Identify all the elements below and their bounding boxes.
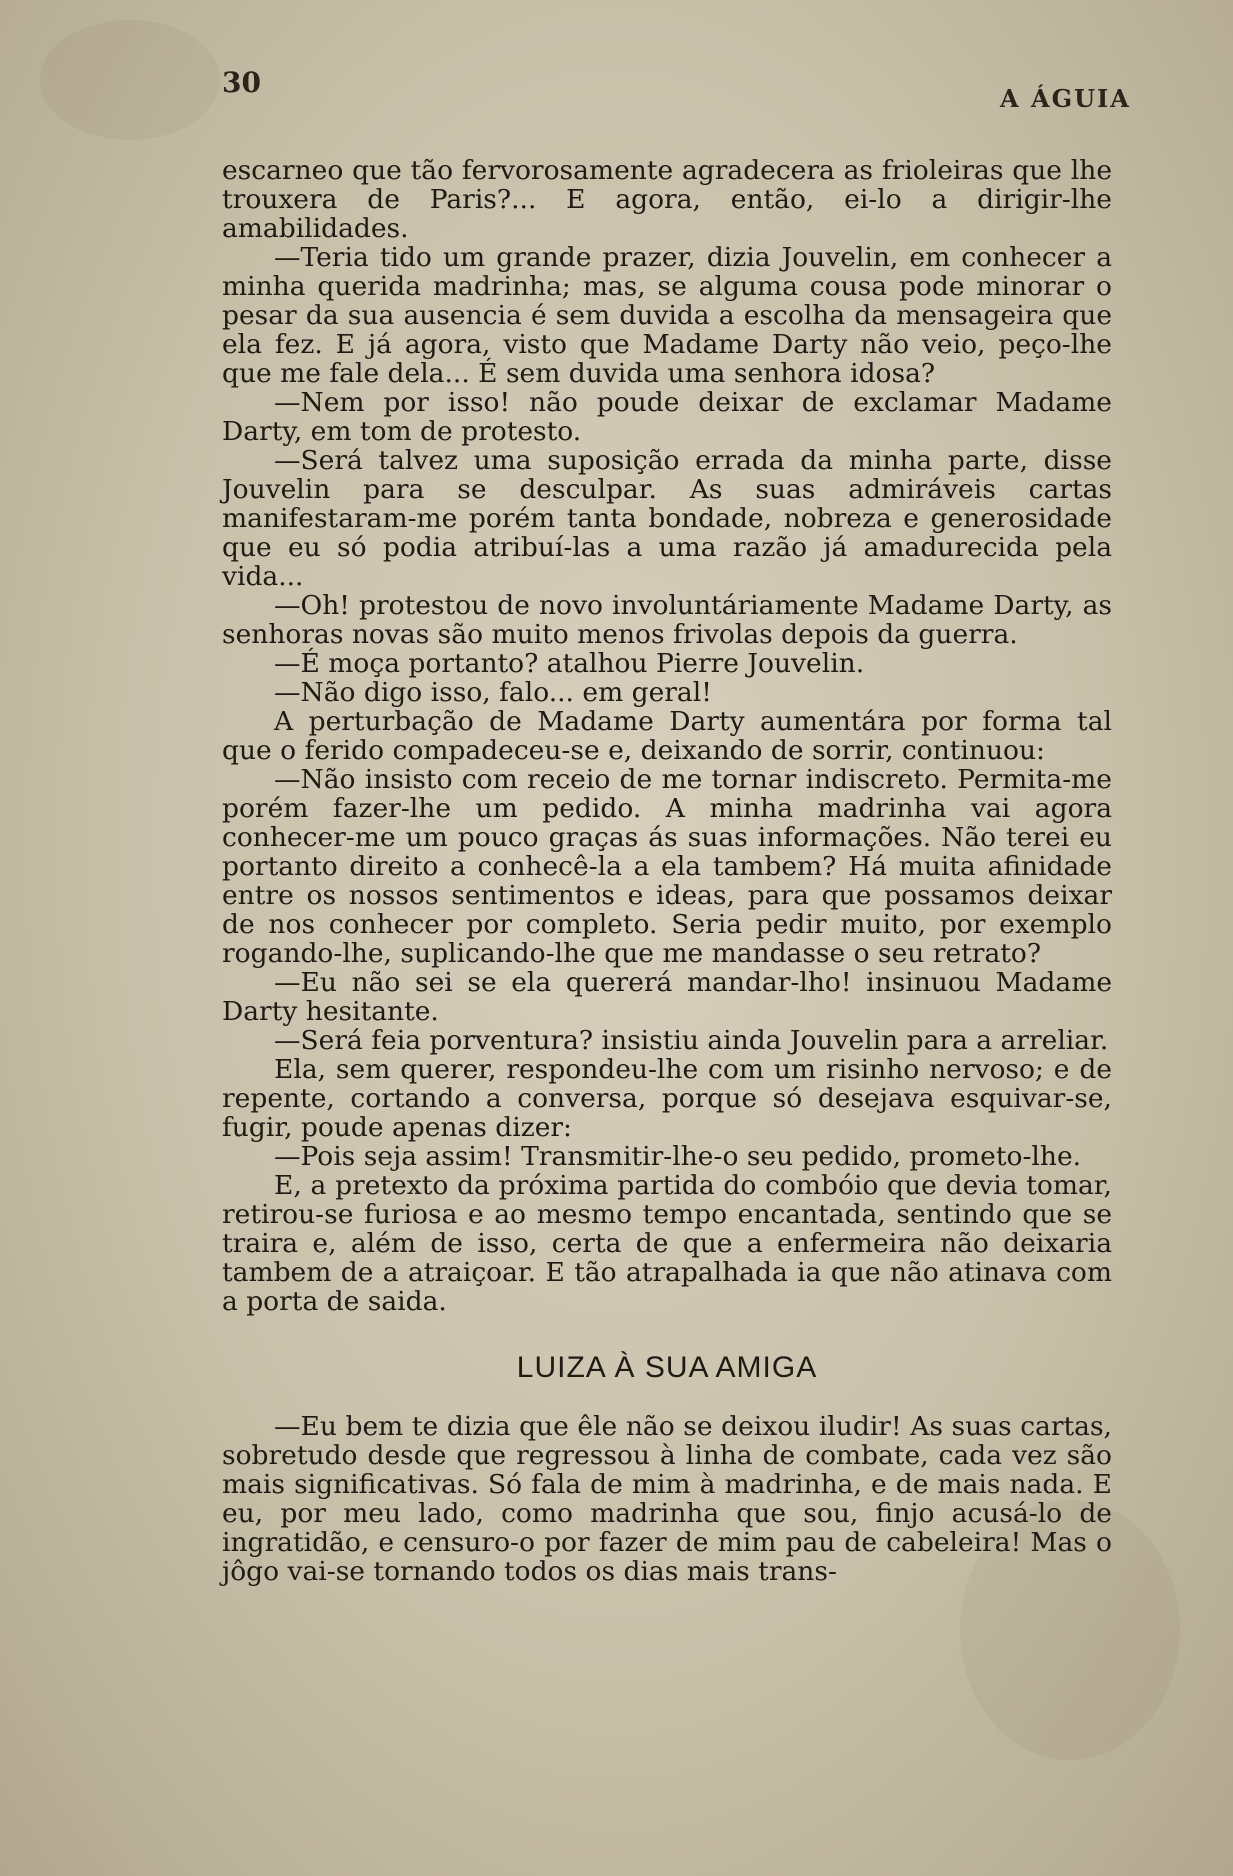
paragraph: —Nem por isso! não poude deixar de exclamar Madame Darty, em tom de protesto. — [222, 387, 1112, 447]
paper-stain — [40, 20, 220, 140]
paragraph: —Pois seja assim! Transmitir-lhe-o seu pedido, prometo-lhe. — [274, 1141, 1082, 1172]
paragraph: —É moça portanto? atalhou Pierre Jouvelin. — [274, 648, 865, 679]
paragraph: —Não insisto com receio de me tornar indiscreto. Permita-me porém fazer-lhe um pedido. A minha madrinha vai agora conhecer-me um pouco graças ás suas informações. Não terei eu portanto direito a conhecê-la a ela tambem? Há muita afinidade entre os nossos sentimentos e ideas, para que possamos deixar de nos conhecer por completo. Seria pedir muito, por exemplo rogando-lhe, suplicando-lhe que me mandasse o seu retrato? — [222, 764, 1112, 969]
section-title: LUIZA À SUA AMIGA — [516, 1351, 818, 1384]
paragraph: escarneo que tão fervorosamente agradecera as frioleiras que lhe trouxera de Paris?... E agora, então, ei-lo a dirigir-lhe amabilidades. — [222, 155, 1112, 244]
page-number: 30 — [222, 66, 261, 99]
running-header-title: A ÁGUIA — [1000, 84, 1131, 113]
body-text — [222, 156, 1112, 1586]
paragraph: —Será talvez uma suposição errada da minha parte, disse Jouvelin para se desculpar. As suas admiráveis cartas manifestaram-me porém tanta bondade, nobreza e generosidade que eu só podia atribuí-las a uma razão já amadurecida pela vida... — [222, 445, 1112, 592]
paragraph: —Oh! protestou de novo involuntáriamente Madame Darty, as senhoras novas são muito menos frivolas depois da guerra. — [222, 590, 1112, 650]
paragraph: Ela, sem querer, respondeu-lhe com um risinho nervoso; e de repente, cortando a conversa, porque só desejava esquivar-se, fugir, poude apenas dizer: — [222, 1054, 1112, 1143]
paragraph: —Não digo isso, falo... em geral! — [274, 677, 712, 708]
paragraph: —Eu não sei se ela quererá mandar-lho! insinuou Madame Darty hesitante. — [222, 967, 1112, 1027]
paragraph: A perturbação de Madame Darty aumentára por forma tal que o ferido compadeceu-se e, deixando de sorrir, continuou: — [222, 706, 1112, 766]
paragraph: —Eu bem te dizia que êle não se deixou iludir! As suas cartas, sobretudo desde que regressou à linha de combate, cada vez são mais significativas. Só fala de mim à madrinha, e de mais nada. E eu, por meu lado, como madrinha que sou, finjo acusá-lo de ingratidão, e censuro-o por fazer de mim pau de cabeleira! Mas o jôgo vai-se tornando todos os dias mais trans- — [222, 1411, 1112, 1587]
paragraph: —Teria tido um grande prazer, dizia Jouvelin, em conhecer a minha querida madrinha; mas, se alguma cousa pode minorar o pesar da sua ausencia é sem duvida a escolha da mensageira que ela fez. E já agora, visto que Madame Darty não veio, peço-lhe que me fale dela... É sem duvida uma senhora idosa? — [222, 242, 1112, 389]
paragraph: E, a pretexto da próxima partida do combóio que devia tomar, retirou-se furiosa e ao mesmo tempo encantada, sentindo que se traira e, além de isso, certa de que a enfermeira não deixaria tambem de a atraiçoar. E tão atrapalhada ia que não atinava com a porta de saida. — [222, 1170, 1112, 1317]
paragraph: —Será feia porventura? insistiu ainda Jouvelin para a arreliar. — [274, 1025, 1109, 1056]
